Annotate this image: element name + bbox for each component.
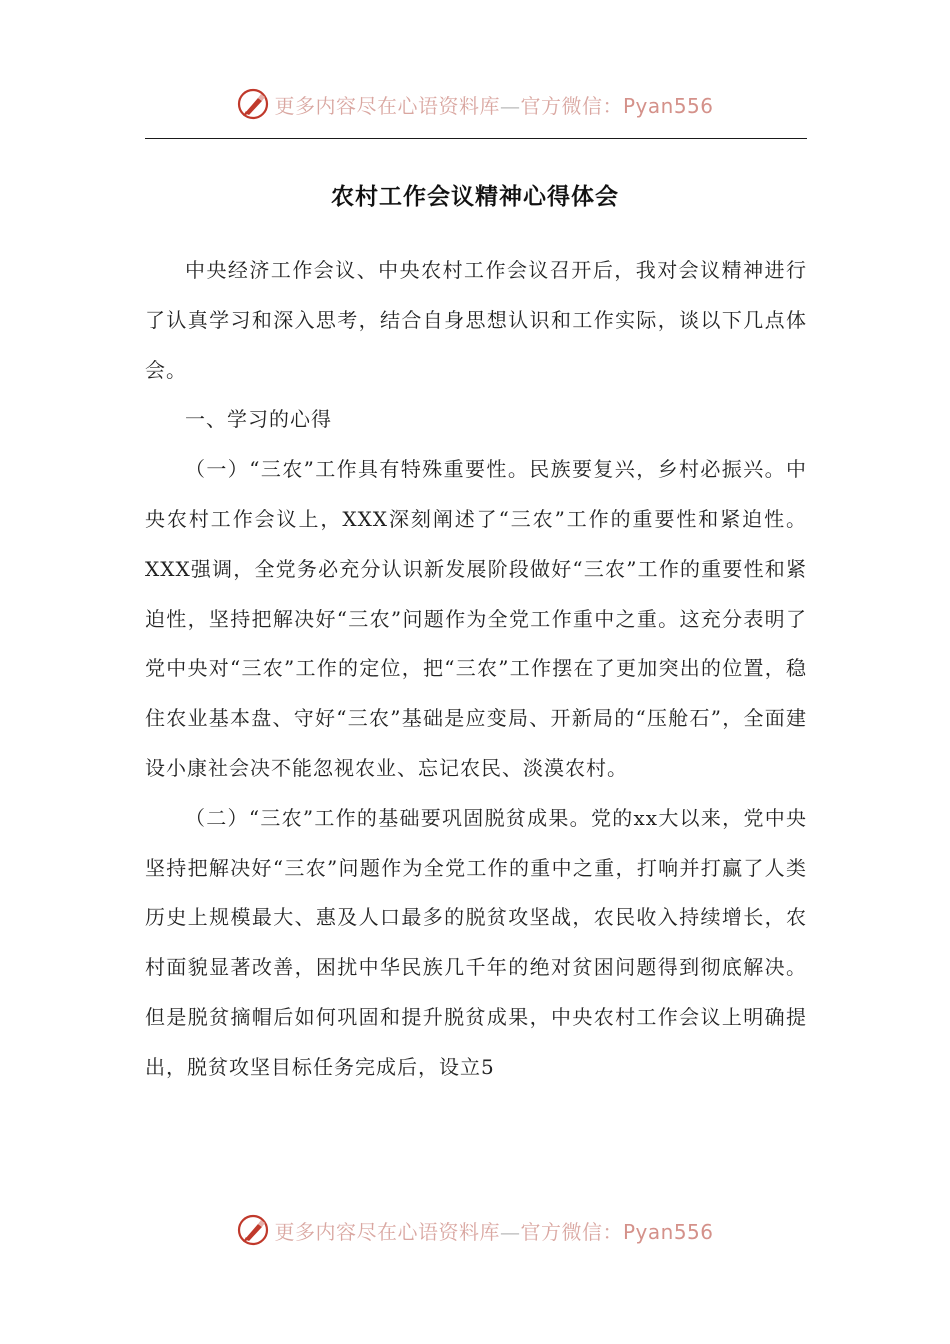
banner-account: Pyan556	[622, 93, 714, 118]
banner-separator: —	[499, 1219, 521, 1244]
header-divider	[145, 138, 807, 139]
document-body	[145, 246, 807, 1093]
pen-nib-logo-icon	[236, 1213, 270, 1247]
banner-main-text: 更多内容尽在心语资料库	[274, 93, 500, 118]
section-heading: 一、学习的心得	[185, 407, 332, 432]
document-title: 农村工作会议精神心得体会	[331, 184, 619, 210]
paragraph-point-2: （二）“三农”工作的基础要巩固脱贫成果。党的xx大以来，党中央坚持把解决好“三农”问题作为全党工作的重中之重，打响并打赢了人类历史上规模最大、惠及人口最多的脱贫攻坚战，农民收入持续增长，农村面貌显著改善，困扰中华民族几千年的绝对贫困问题得到彻底解决。但是脱贫摘帽后如何巩固和提升脱贫成果，中央农村工作会议上明确提出，脱贫攻坚目标任务完成后，设立5	[145, 805, 807, 1079]
paragraph-intro: 中央经济工作会议、中央农村工作会议召开后，我对会议精神进行了认真学习和深入思考，结合自身思想认识和工作实际，谈以下几点体会。	[145, 258, 807, 382]
pen-nib-logo-icon	[236, 87, 270, 121]
banner-sub-text: 官方微信：	[520, 93, 623, 118]
banner-text	[274, 90, 713, 119]
banner-separator: —	[499, 93, 521, 118]
banner-account: Pyan556	[622, 1219, 714, 1244]
banner-text	[274, 1216, 713, 1245]
banner-main-text: 更多内容尽在心语资料库	[274, 1219, 500, 1244]
header-banner	[0, 84, 950, 124]
paragraph-point-1: （一）“三农”工作具有特殊重要性。民族要复兴，乡村必振兴。中央农村工作会议上，XXX深刻阐述了“三农”工作的重要性和紧迫性。XXX强调，全党务必充分认识新发展阶段做好“三农”工作的重要性和紧迫性，坚持把解决好“三农”问题作为全党工作重中之重。这充分表明了党中央对“三农”工作的定位，把“三农”工作摆在了更加突出的位置，稳住农业基本盘、守好“三农”基础是应变局、开新局的“压舱石”，全面建设小康社会决不能忽视农业、忘记农民、淡漠农村。	[145, 457, 807, 780]
footer-banner	[0, 1210, 950, 1250]
banner-sub-text: 官方微信：	[520, 1219, 623, 1244]
